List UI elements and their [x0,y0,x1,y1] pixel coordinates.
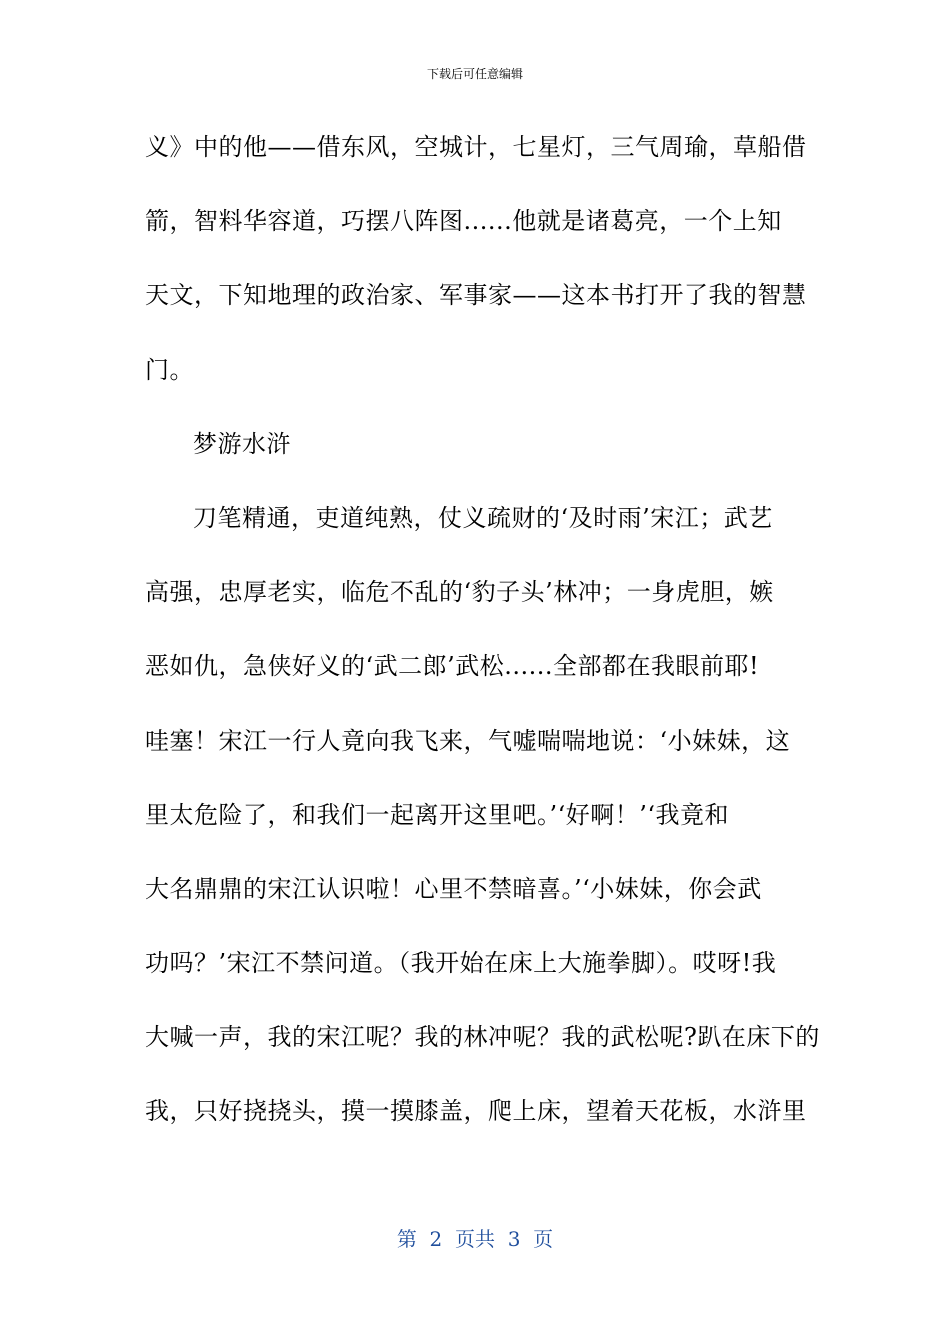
paragraph-line: 功吗？’宋江不禁问道。（我开始在床上大施拳脚）。哎呀!我 [145,949,777,978]
paragraph-line: 哇塞！宋江一行人竟向我飞来，气嘘喘喘地说：‘小妹妹，这 [145,726,791,755]
header-note: 下载后可任意编辑 [426,67,523,81]
paragraph-line: 大喊一声，我的宋江呢？我的林冲呢？我的武松呢?趴在床下的 [145,1023,820,1052]
page-number-footer: 第 2 页共 3 页 [396,1227,554,1251]
paragraph-line: 恶如仇，急侠好义的‘武二郎’武松......全部都在我眼前耶! [145,652,760,681]
paragraph-line: 高强，忠厚老实，临危不乱的‘豹子头’林冲；一身虎胆，嫉 [145,578,774,607]
paragraph-line: 里太危险了，和我们一起离开这里吧。’‘好啊！’‘我竟和 [145,800,730,829]
paragraph-line: 天文，下知地理的政治家、军事家——这本书打开了我的智慧 [145,281,807,310]
paragraph-line: 义》中的他——借东风，空城计，七星灯，三气周瑜，草船借 [145,133,807,161]
paragraph-line: 箭，智料华容道，巧摆八阵图......他就是诸葛亮，一个上知 [145,207,782,236]
paragraph-line: 刀笔精通，吏道纯熟，仗义疏财的‘及时雨’宋江；武艺 [193,503,773,532]
paragraph-line: 门。 [145,355,194,384]
paragraph-line: 我，只好挠挠头，摸一摸膝盖，爬上床，望着天花板，水浒里 [145,1097,807,1126]
section-heading: 梦游水浒 [193,429,291,458]
paragraph-line: 大名鼎鼎的宋江认识啦！心里不禁暗喜。’‘小妹妹，你会武 [145,874,762,903]
document-body [145,125,820,1164]
